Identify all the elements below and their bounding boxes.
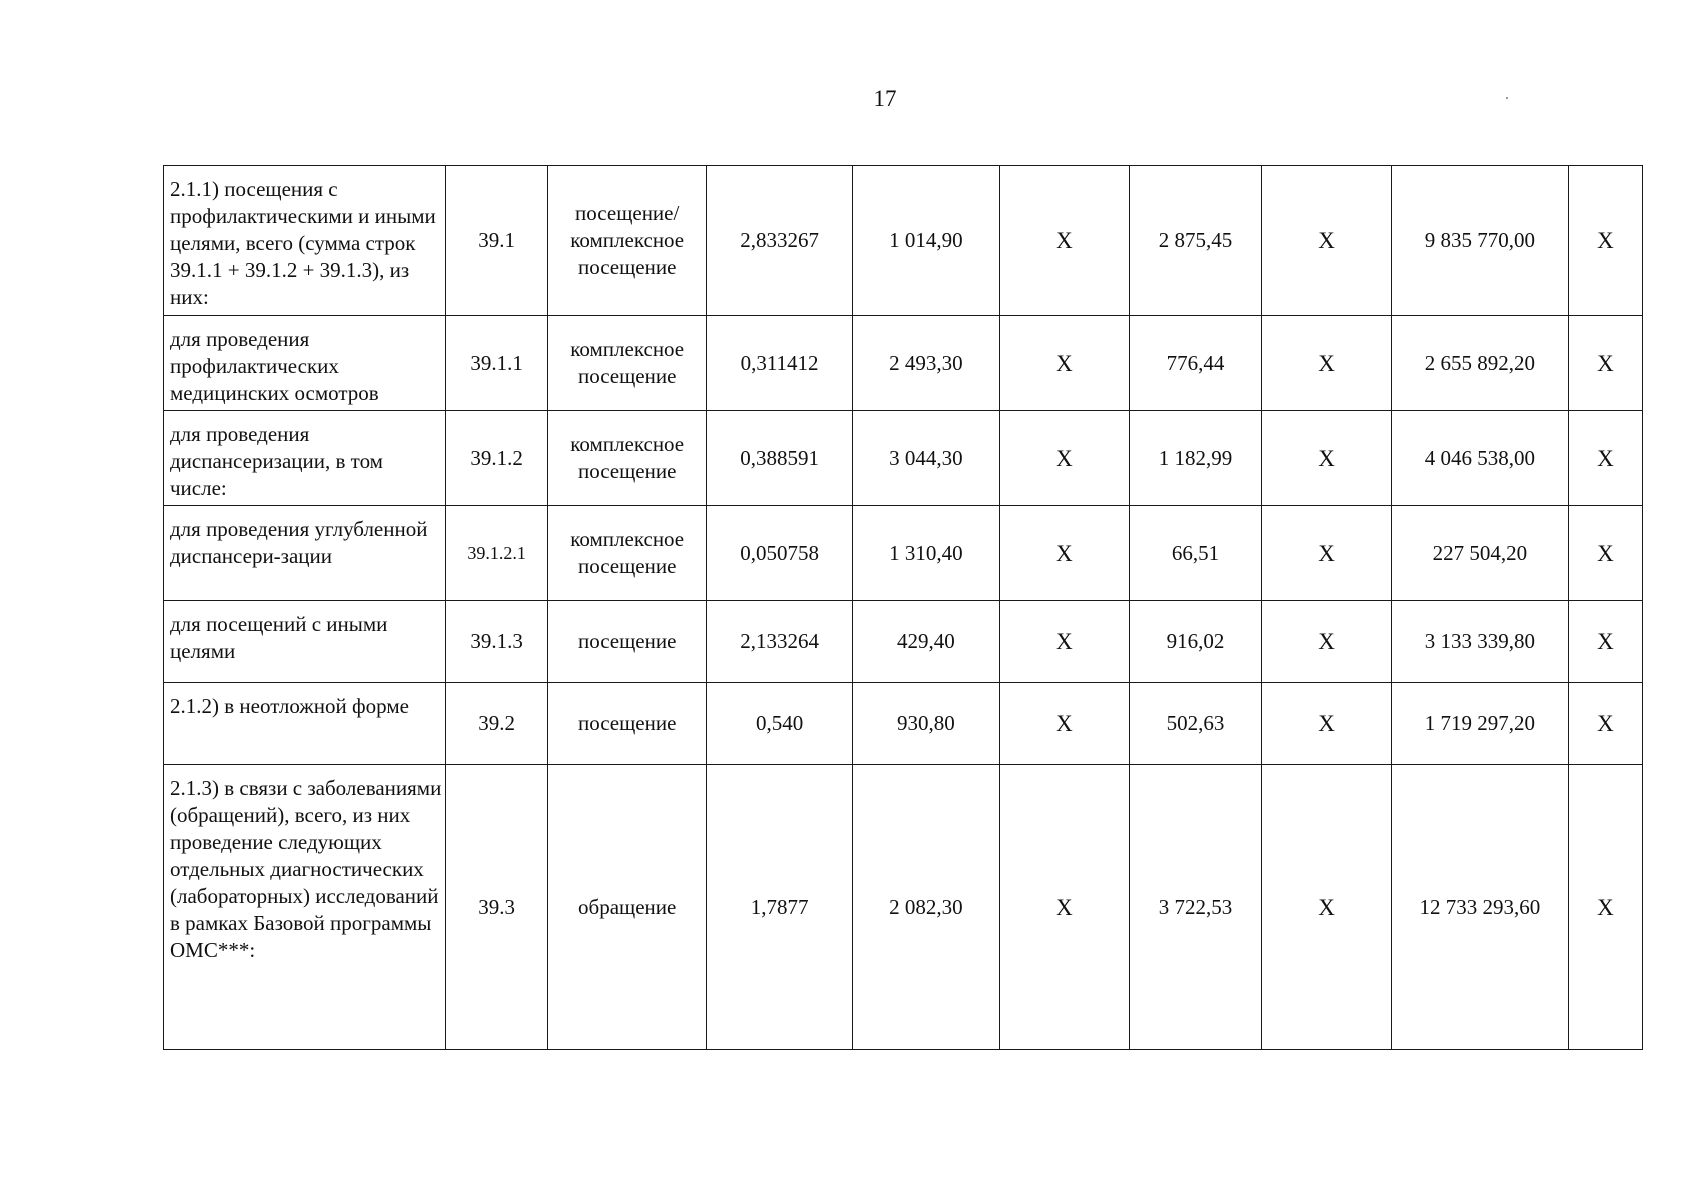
row-name: 2.1.3) в связи с заболеваниями (обращений), всего, из них проведение следующих отдельных диагностических (лабораторных) исследований в рамках Базовой программы ОМС***: [164,765,446,1050]
row-unit: комплексное посещение [547,411,706,506]
row-col8: X [1262,601,1392,683]
row-unit: обращение [547,765,706,1050]
row-col8: X [1262,683,1392,765]
row-total: 12 733 293,60 [1392,765,1569,1050]
row-code: 39.1.3 [446,601,548,683]
row-per-capita: 776,44 [1129,316,1261,411]
row-col10: X [1568,411,1642,506]
row-col10: X [1568,316,1642,411]
row-norm: 0,388591 [707,411,852,506]
row-norm: 0,050758 [707,506,852,601]
row-col10: X [1568,166,1642,316]
row-code: 39.1 [446,166,548,316]
row-col8: X [1262,506,1392,601]
row-name: для проведения диспансеризации, в том числе: [164,411,446,506]
row-name: для посещений с иными целями [164,601,446,683]
row-cost: 429,40 [852,601,999,683]
table-row [164,411,1643,506]
row-col10: X [1568,765,1642,1050]
row-cost: 2 082,30 [852,765,999,1050]
row-cost: 3 044,30 [852,411,999,506]
row-cost: 930,80 [852,683,999,765]
row-name: для проведения профилактических медицинских осмотров [164,316,446,411]
row-per-capita: 1 182,99 [1129,411,1261,506]
row-col8: X [1262,411,1392,506]
row-total: 9 835 770,00 [1392,166,1569,316]
row-per-capita: 3 722,53 [1129,765,1261,1050]
row-total: 1 719 297,20 [1392,683,1569,765]
data-table [163,165,1643,1050]
row-total: 3 133 339,80 [1392,601,1569,683]
row-name: для проведения углубленной диспансери-зации [164,506,446,601]
table-row [164,166,1643,316]
row-col6: X [999,166,1129,316]
row-per-capita: 2 875,45 [1129,166,1261,316]
table-row [164,506,1643,601]
row-unit: посещение [547,601,706,683]
page-number: 17 [873,86,897,111]
row-col6: X [999,765,1129,1050]
row-norm: 2,833267 [707,166,852,316]
row-norm: 1,7877 [707,765,852,1050]
row-per-capita: 916,02 [1129,601,1261,683]
row-cost: 1 014,90 [852,166,999,316]
row-norm: 0,311412 [707,316,852,411]
row-col6: X [999,316,1129,411]
table-row [164,765,1643,1050]
row-code: 39.1.2 [446,411,548,506]
row-per-capita: 502,63 [1129,683,1261,765]
row-per-capita: 66,51 [1129,506,1261,601]
row-cost: 1 310,40 [852,506,999,601]
row-code: 39.3 [446,765,548,1050]
row-total: 227 504,20 [1392,506,1569,601]
row-name: 2.1.1) посещения с профилактическими и иными целями, всего (сумма строк 39.1.1 + 39.1.2 + 39.1.3), из них: [164,166,446,316]
table-row [164,601,1643,683]
row-total: 2 655 892,20 [1392,316,1569,411]
row-col10: X [1568,506,1642,601]
row-col6: X [999,506,1129,601]
row-col8: X [1262,166,1392,316]
row-unit: комплексное посещение [547,316,706,411]
row-col6: X [999,683,1129,765]
row-code: 39.1.1 [446,316,548,411]
row-col6: X [999,411,1129,506]
row-total: 4 046 538,00 [1392,411,1569,506]
row-col10: X [1568,683,1642,765]
row-norm: 2,133264 [707,601,852,683]
row-unit: посещение/ комплексное посещение [547,166,706,316]
row-cost: 2 493,30 [852,316,999,411]
table-row [164,316,1643,411]
row-unit: посещение [547,683,706,765]
row-name: 2.1.2) в неотложной форме [164,683,446,765]
table-row [164,683,1643,765]
scan-speck [1506,97,1508,99]
row-col10: X [1568,601,1642,683]
row-unit: комплексное посещение [547,506,706,601]
row-norm: 0,540 [707,683,852,765]
row-col6: X [999,601,1129,683]
row-code: 39.1.2.1 [446,506,548,601]
row-code: 39.2 [446,683,548,765]
row-col8: X [1262,316,1392,411]
row-col8: X [1262,765,1392,1050]
